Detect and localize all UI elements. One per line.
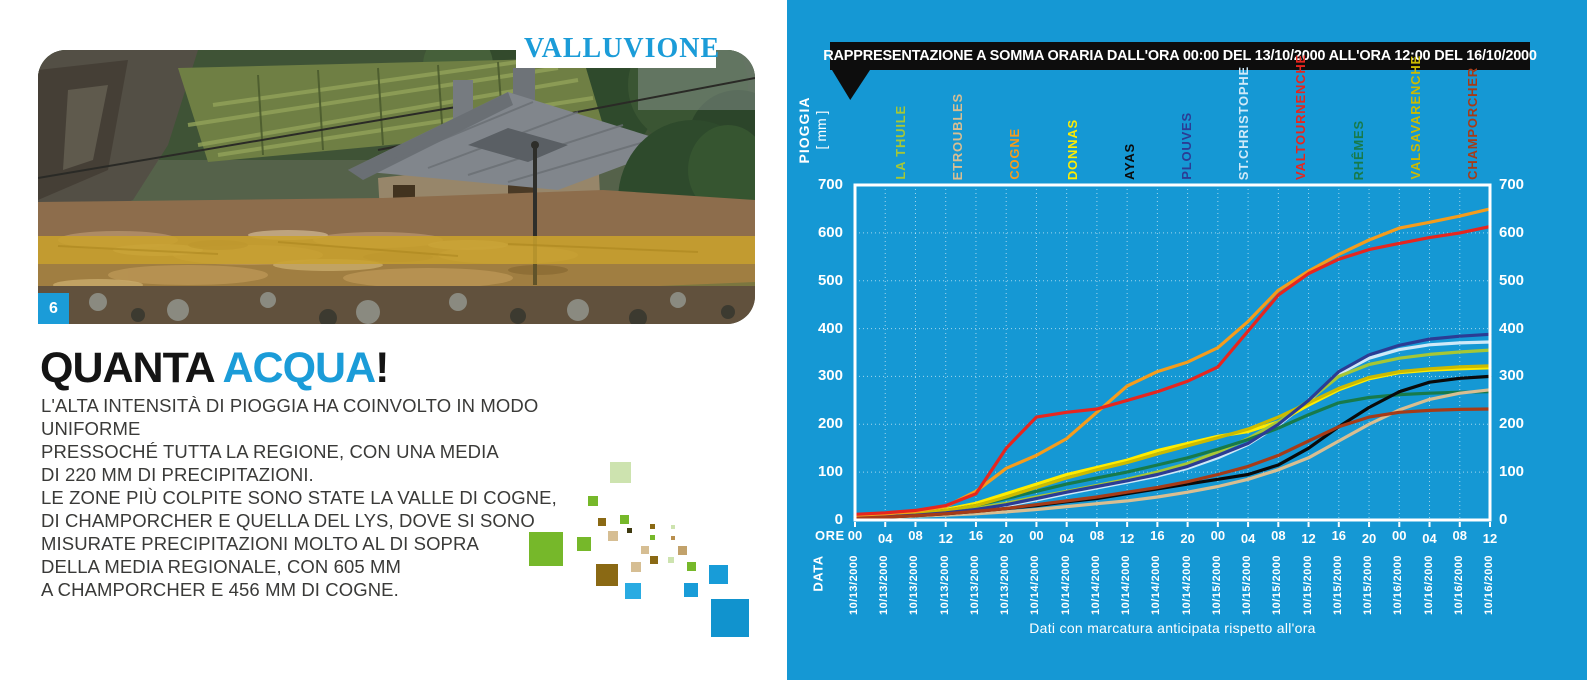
hour-tick-label: 00 bbox=[1029, 528, 1044, 543]
hour-tick-label: 08 bbox=[1271, 528, 1286, 543]
hour-tick-label: 00 bbox=[1210, 528, 1226, 543]
y-tick-label: 500 bbox=[817, 271, 843, 289]
date-tick-label: 10/15/2000 bbox=[1331, 554, 1344, 615]
decor-square bbox=[668, 557, 674, 563]
y-tick-label: 500 bbox=[1499, 271, 1525, 289]
decor-square bbox=[671, 525, 675, 529]
page-number-badge: 6 bbox=[38, 293, 69, 324]
hour-tick-label: 12 bbox=[1482, 531, 1498, 546]
station-label-valsavarenche: VALSAVARENCHE bbox=[1407, 55, 1423, 180]
decor-square bbox=[631, 562, 641, 572]
station-label-cogne: COGNE bbox=[1007, 128, 1023, 180]
page-title bbox=[40, 344, 389, 393]
y-tick-label: 300 bbox=[1499, 367, 1525, 385]
station-label-rhemes: RHÊMES bbox=[1350, 119, 1366, 180]
date-tick-label: 10/16/2000 bbox=[1422, 554, 1435, 615]
hour-tick-label: 04 bbox=[878, 531, 893, 546]
body-line: PRESSOCHÉ TUTTA LA REGIONE, CON UNA MEDIA bbox=[41, 441, 499, 462]
hour-tick-label: 00 bbox=[1392, 528, 1407, 543]
date-tick-label: 10/16/2000 bbox=[1483, 554, 1495, 615]
date-tick-label: 10/15/2000 bbox=[1241, 554, 1254, 615]
hour-tick-label: 00 bbox=[847, 528, 863, 543]
hour-tick-label: 12 bbox=[1119, 531, 1135, 546]
decor-square bbox=[650, 524, 655, 529]
decor-square bbox=[641, 546, 649, 554]
chart-caption: Dati con marcatura anticipata rispetto all'ora bbox=[1029, 620, 1316, 636]
title-part-3: ! bbox=[375, 344, 389, 392]
date-tick-label: 10/14/2000 bbox=[1120, 554, 1133, 615]
date-tick-label: 10/15/2000 bbox=[1210, 554, 1223, 615]
y-tick-label: 700 bbox=[1499, 176, 1525, 193]
y-tick-label: 600 bbox=[1499, 223, 1525, 241]
date-tick-label: 10/13/2000 bbox=[999, 554, 1012, 615]
body-line: L'ALTA INTENSITÀ DI PIOGGIA HA COINVOLTO IN MODO UNIFORME bbox=[41, 395, 539, 439]
y-tick-label: 100 bbox=[817, 463, 843, 481]
date-tick-label: 10/13/2000 bbox=[848, 554, 860, 615]
decor-square bbox=[709, 565, 728, 584]
y-tick-label: 200 bbox=[1499, 415, 1525, 433]
series-line-champorcher bbox=[855, 409, 1490, 518]
y-tick-label: 100 bbox=[1499, 463, 1525, 481]
y-tick-label: 700 bbox=[817, 176, 843, 193]
y-tick-label: 200 bbox=[817, 415, 843, 433]
date-tick-label: 10/14/2000 bbox=[1089, 554, 1102, 615]
y-tick-label: 600 bbox=[817, 223, 843, 241]
body-text bbox=[41, 394, 601, 601]
date-tick-label: 10/14/2000 bbox=[1029, 554, 1042, 615]
decor-square bbox=[625, 583, 641, 599]
title-part-1: QUANTA bbox=[40, 344, 223, 392]
station-label-la_thuile: LA THUILE bbox=[893, 105, 908, 180]
station-label-plouves: PLOUVES bbox=[1179, 112, 1194, 180]
hour-tick-label: 08 bbox=[908, 528, 923, 543]
date-tick-label: 10/14/2000 bbox=[1180, 554, 1193, 615]
chart-panel bbox=[787, 0, 1587, 680]
hour-tick-label: 08 bbox=[1452, 528, 1467, 543]
y-tick-label: 400 bbox=[817, 319, 843, 337]
decor-square bbox=[678, 546, 687, 555]
station-label-ayas: AYAS bbox=[1121, 143, 1137, 180]
body-line: DI CHAMPORCHER E QUELLA DEL LYS, DOVE SI SONO bbox=[41, 510, 535, 531]
date-tick-label: 10/15/2000 bbox=[1271, 554, 1284, 615]
decor-square bbox=[620, 515, 629, 524]
hour-tick-label: 04 bbox=[1422, 531, 1437, 546]
hour-tick-label: 04 bbox=[1240, 531, 1256, 546]
x-axis-date-label: DATA bbox=[810, 555, 826, 592]
decor-square bbox=[684, 583, 698, 597]
y-tick-label: 300 bbox=[817, 367, 843, 385]
y-axis-label-line2: [ mm ] bbox=[813, 110, 829, 150]
date-tick-label: 10/16/2000 bbox=[1452, 554, 1465, 615]
series-line-la_thuile bbox=[855, 350, 1490, 517]
x-axis-hours-label: ORE bbox=[815, 528, 845, 543]
decor-square bbox=[711, 599, 749, 637]
series-line-etroubles bbox=[855, 390, 1490, 519]
date-tick-label: 10/14/2000 bbox=[1150, 554, 1163, 615]
hour-tick-label: 16 bbox=[968, 528, 984, 543]
y-axis-label-line1: PIOGGIA bbox=[796, 96, 812, 164]
station-label-donnas: DONNAS bbox=[1064, 118, 1080, 180]
station-label-champorcher: CHAMPORCHER bbox=[1465, 67, 1480, 180]
title-part-accent: ACQUA bbox=[222, 344, 376, 392]
date-tick-label: 10/13/2000 bbox=[938, 554, 951, 615]
body-line: A CHAMPORCHER E 456 MM DI COGNE. bbox=[41, 579, 399, 600]
flood-photo bbox=[38, 50, 755, 324]
decor-square bbox=[650, 535, 655, 540]
station-label-etroubles: ETROUBLES bbox=[950, 92, 966, 180]
decor-square bbox=[627, 528, 632, 533]
date-tick-label: 10/15/2000 bbox=[1301, 554, 1314, 615]
chart-title-banner: RAPPRESENTAZIONE A SOMMA ORARIA DALL'ORA 00:00 DEL 13/10/2000 ALL'ORA 12:00 DEL 16/10/2000 bbox=[830, 42, 1530, 70]
body-line: DELLA MEDIA REGIONALE, CON 605 MM bbox=[41, 556, 402, 577]
decor-square bbox=[687, 562, 696, 571]
y-tick-label: 400 bbox=[1499, 319, 1525, 337]
hour-tick-label: 12 bbox=[938, 531, 953, 546]
series-line-plouves bbox=[855, 334, 1490, 518]
station-label-valtournenche: VALTOURNENCHE bbox=[1293, 54, 1309, 180]
hour-tick-label: 16 bbox=[1150, 528, 1165, 543]
y-tick-label: 0 bbox=[1499, 511, 1508, 528]
decor-square bbox=[671, 536, 675, 540]
hour-tick-label: 04 bbox=[1059, 531, 1074, 546]
logo-text: VALLUVIONE bbox=[524, 33, 721, 64]
hour-tick-label: 08 bbox=[1089, 528, 1105, 543]
hour-tick-label: 16 bbox=[1331, 528, 1347, 543]
flood-photo-illustration bbox=[38, 50, 755, 324]
date-tick-label: 10/13/2000 bbox=[968, 554, 981, 615]
hour-tick-label: 20 bbox=[1180, 531, 1195, 546]
hour-tick-label: 20 bbox=[998, 531, 1014, 546]
decor-square bbox=[650, 556, 658, 564]
hour-tick-label: 12 bbox=[1301, 531, 1316, 546]
decor-square bbox=[610, 462, 631, 483]
body-line: DI 220 MM DI PRECIPITAZIONI. bbox=[41, 464, 314, 485]
date-tick-label: 10/13/2000 bbox=[878, 554, 891, 615]
date-tick-label: 10/14/2000 bbox=[1059, 554, 1072, 615]
date-tick-label: 10/13/2000 bbox=[908, 554, 921, 615]
hour-tick-label: 20 bbox=[1361, 531, 1377, 546]
date-tick-label: 10/15/2000 bbox=[1362, 554, 1375, 615]
station-label-st_christophe: ST.CHRISTOPHE bbox=[1236, 65, 1252, 180]
body-line: LE ZONE PIÙ COLPITE SONO STATE LA VALLE DI COGNE, bbox=[41, 487, 557, 508]
date-tick-label: 10/16/2000 bbox=[1392, 554, 1405, 615]
y-tick-label: 0 bbox=[834, 511, 843, 528]
decor-square bbox=[608, 531, 618, 541]
body-line: MISURATE PRECIPITAZIONI MOLTO AL DI SOPRA bbox=[41, 533, 479, 554]
logo bbox=[516, 30, 721, 68]
